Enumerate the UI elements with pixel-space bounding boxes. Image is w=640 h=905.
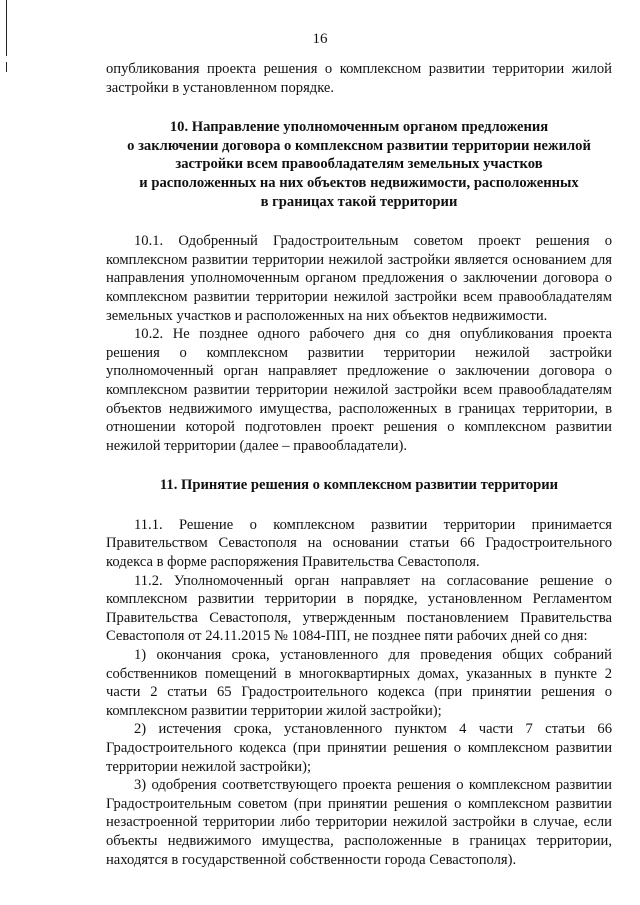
paragraph-11-1: 11.1. Решение о комплексном развитии территории принимается Правительством Севастополя на основании статьи 66 Градостроительного кодекса в форме распоряжения Правительства Севастополя. — [106, 516, 612, 571]
paragraph-11-2: 11.2. Уполномоченный орган направляет на согласование решение о комплексном развитии территории в порядке, установленном Регламентом Правительства Севастополя, утвержденным постановлением Правительства Севастополя от 24.11.2015 № 1084-ПП, не позднее пяти рабочих дней со дня: — [106, 572, 612, 645]
intro-paragraph: опубликования проекта решения о комплексном развитии территории жилой застройки в установленном порядке. — [106, 61, 612, 96]
heading-line: в границах такой территории — [260, 193, 458, 210]
heading-line: и расположенных на них объектов недвижимости, расположенных — [139, 174, 579, 191]
section-11-heading: 11. Принятие решения о комплексном развитии территории — [159, 477, 559, 494]
section-10-heading — [106, 118, 612, 211]
page-number: 16 — [312, 31, 328, 47]
scan-edge-mark — [6, 62, 7, 72]
list-item-2: 2) истечения срока, установленного пунктом 4 части 7 статьи 66 Градостроительного кодекса (при принятии решения о комплексном развитии территории нежилой застройки); — [106, 721, 612, 775]
heading-line: застройки всем правообладателям земельных участков — [175, 156, 543, 173]
list-item-1: 1) окончания срока, установленного для проведения общих собраний собственников помещений в многоквартирных домах, указанных в пункте 2 части 2 статьи 65 Градостроительного кодекса (при принятии решения о комплексном развитии территории жилой застройки); — [106, 647, 612, 719]
heading-line: 10. Направление уполномоченным органом предложения — [169, 119, 549, 136]
document-body — [106, 60, 612, 869]
paragraph-10-1: 10.1. Одобренный Градостроительным советом проект решения о комплексном развитии территории нежилой застройки является основанием для направления уполномоченным органом предложения о заключении договора о комплексном развитии территории нежилой застройки всем правообладателям земельных участков и расположенных на них объектов недвижимости. — [106, 233, 612, 324]
heading-line: о заключении договора о комплексном развитии территории нежилой — [127, 137, 591, 154]
list-item-3: 3) одобрения соответствующего проекта решения о комплексном развитии Градостроительным советом (при принятии решения о комплексном развитии незастроенной территории либо территории нежилой застройки в случае, если объекты недвижимого имущества, расположенные в границах территории, находятся в государственной собственности города Севастополя). — [106, 777, 612, 868]
paragraph-10-2: 10.2. Не позднее одного рабочего дня со дня опубликования проекта решения о комплексном развитии территории нежилой застройки уполномоченный орган направляет предложение о заключении договора о комплексном развитии территории нежилой застройки всем правообладателям объектов недвижимого имущества, расположенных в границах территории, в отношении которой подготовлен проект решения о комплексном развитии нежилой территории (далее – правообладатели). — [106, 326, 612, 454]
